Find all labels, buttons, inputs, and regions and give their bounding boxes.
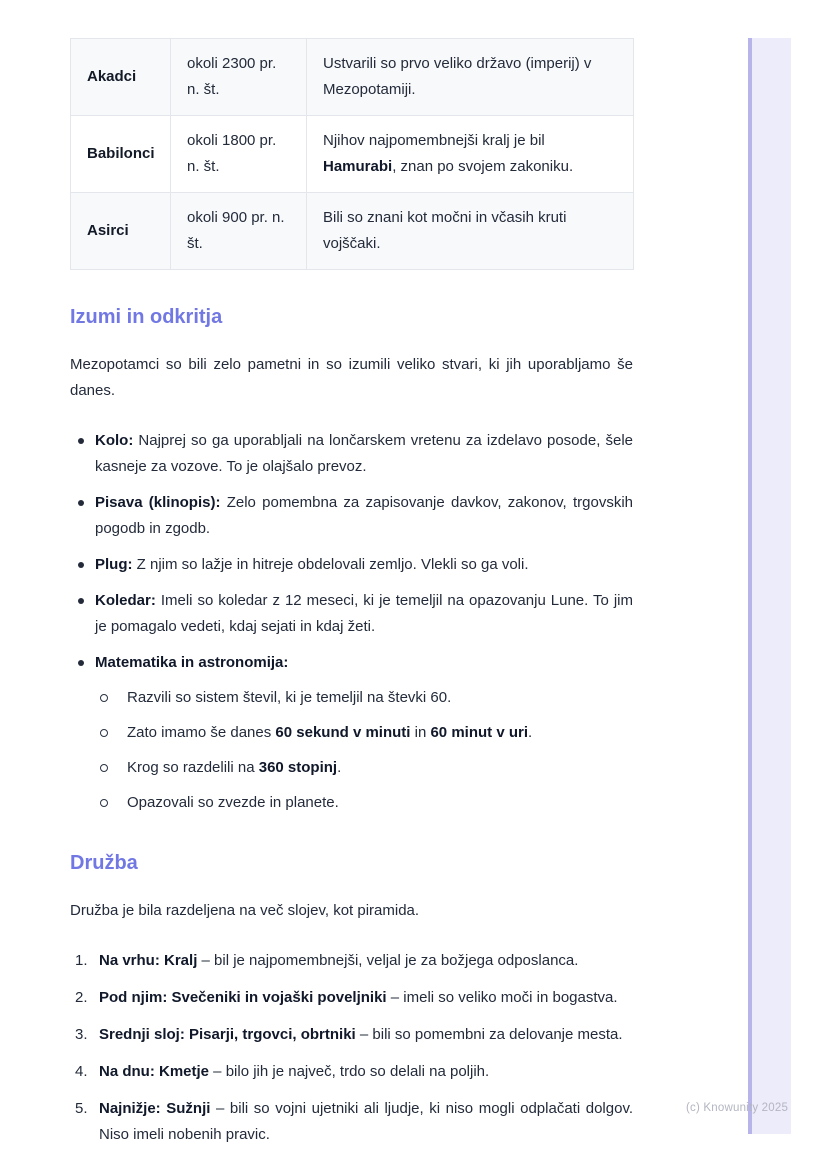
- numbered-list-item: [70, 1022, 633, 1048]
- numbered-list-item: [70, 948, 633, 974]
- list-item-text: Matematika in astronomija:: [95, 654, 289, 671]
- inventions-intro-paragraph: Mezopotamci so bili zelo pametni in so izumili veliko stvari, ki jih uporabljamo še danes.: [70, 356, 633, 399]
- math-astronomy-sublist: [95, 685, 633, 816]
- bullet-icon: [78, 598, 84, 604]
- list-number: 4.: [75, 1063, 88, 1080]
- list-item-text: Pisava (klinopis): Zelo pomembna za zapisovanje davkov, zakonov, trgovskih pogodb in zgodb.: [95, 494, 633, 537]
- period-cell: okoli 900 pr. n. št.: [171, 193, 307, 270]
- civilization-name-cell: Akadci: [71, 39, 171, 116]
- society-ordered-list: [70, 948, 633, 1148]
- sub-list-item: [95, 755, 633, 781]
- table-row: [71, 193, 634, 270]
- page-edge-decoration: [748, 38, 791, 1134]
- sub-list-item-text: Razvili so sistem števil, ki je temeljil na števki 60.: [127, 689, 452, 706]
- list-item-text: Kolo: Najprej so ga uporabljali na lončarskem vretenu za izdelavo posode, šele kasneje za vozove. To je olajšalo prevoz.: [95, 432, 633, 475]
- watermark: (c) Knowunity 2025: [686, 1102, 789, 1114]
- sub-list-item: [95, 685, 633, 711]
- period-cell: okoli 2300 pr. n. št.: [171, 39, 307, 116]
- table-row: [71, 116, 634, 193]
- list-item: [70, 588, 633, 640]
- numbered-list-item: [70, 1096, 633, 1148]
- bullet-icon: [78, 500, 84, 506]
- list-item-text: Na vrhu: Kralj – bil je najpomembnejši, veljal je za božjega odposlanca.: [99, 952, 579, 969]
- table-row: [71, 39, 634, 116]
- sub-list-item-text: Krog so razdelili na 360 stopinj.: [127, 759, 342, 776]
- section-heading-inventions: Izumi in odkritja: [70, 306, 223, 328]
- sub-list-item: [95, 790, 633, 816]
- list-number: 5.: [75, 1100, 88, 1117]
- list-item: [70, 490, 633, 542]
- circle-bullet-icon: [100, 764, 108, 772]
- bullet-icon: [78, 562, 84, 568]
- list-number: 3.: [75, 1026, 88, 1043]
- sub-list-item: [95, 720, 633, 746]
- sub-list-item-text: Zato imamo še danes 60 sekund v minuti in 60 minut v uri.: [127, 724, 533, 741]
- list-item-text: Najnižje: Sužnji – bili so vojni ujetniki ali ljudje, ki niso mogli odplačati dolgov. Niso imeli nobenih pravic.: [99, 1100, 633, 1143]
- sub-list-item-text: Opazovali so zvezde in planete.: [127, 794, 339, 811]
- list-item: [70, 552, 633, 578]
- description-cell: Ustvarili so prvo veliko državo (imperij) v Mezopotamiji.: [307, 39, 634, 116]
- circle-bullet-icon: [100, 729, 108, 737]
- list-item-text: Plug: Z njim so lažje in hitreje obdelovali zemljo. Vlekli so ga voli.: [95, 556, 529, 573]
- document-content: [70, 38, 633, 1159]
- section-heading-society: Družba: [70, 852, 138, 874]
- list-number: 1.: [75, 952, 88, 969]
- list-item-text: Pod njim: Svečeniki in vojaški poveljniki – imeli so veliko moči in bogastva.: [99, 989, 618, 1006]
- list-item: [70, 650, 633, 816]
- civilization-name-cell: Asirci: [71, 193, 171, 270]
- bullet-icon: [78, 438, 84, 444]
- list-item: [70, 428, 633, 480]
- inventions-list: [70, 428, 633, 816]
- circle-bullet-icon: [100, 799, 108, 807]
- list-item-text: Koledar: Imeli so koledar z 12 meseci, ki je temeljil na opazovanju Lune. To jim je pomagalo vedeti, kdaj sejati in kdaj žeti.: [95, 592, 633, 635]
- circle-bullet-icon: [100, 694, 108, 702]
- description-cell: Bili so znani kot močni in včasih kruti vojščaki.: [307, 193, 634, 270]
- civilizations-table: [70, 38, 634, 270]
- list-item-text: Na dnu: Kmetje – bilo jih je največ, trdo so delali na poljih.: [99, 1063, 490, 1080]
- numbered-list-item: [70, 985, 633, 1011]
- numbered-list-item: [70, 1059, 633, 1085]
- period-cell: okoli 1800 pr. n. št.: [171, 116, 307, 193]
- description-cell: Njihov najpomembnejši kralj je bil Hamurabi, znan po svojem zakoniku.: [307, 116, 634, 193]
- bullet-icon: [78, 660, 84, 666]
- society-intro-paragraph: Družba je bila razdeljena na več slojev, kot piramida.: [70, 902, 420, 919]
- list-number: 2.: [75, 989, 88, 1006]
- civilization-name-cell: Babilonci: [71, 116, 171, 193]
- list-item-text: Srednji sloj: Pisarji, trgovci, obrtniki – bili so pomembni za delovanje mesta.: [99, 1026, 623, 1043]
